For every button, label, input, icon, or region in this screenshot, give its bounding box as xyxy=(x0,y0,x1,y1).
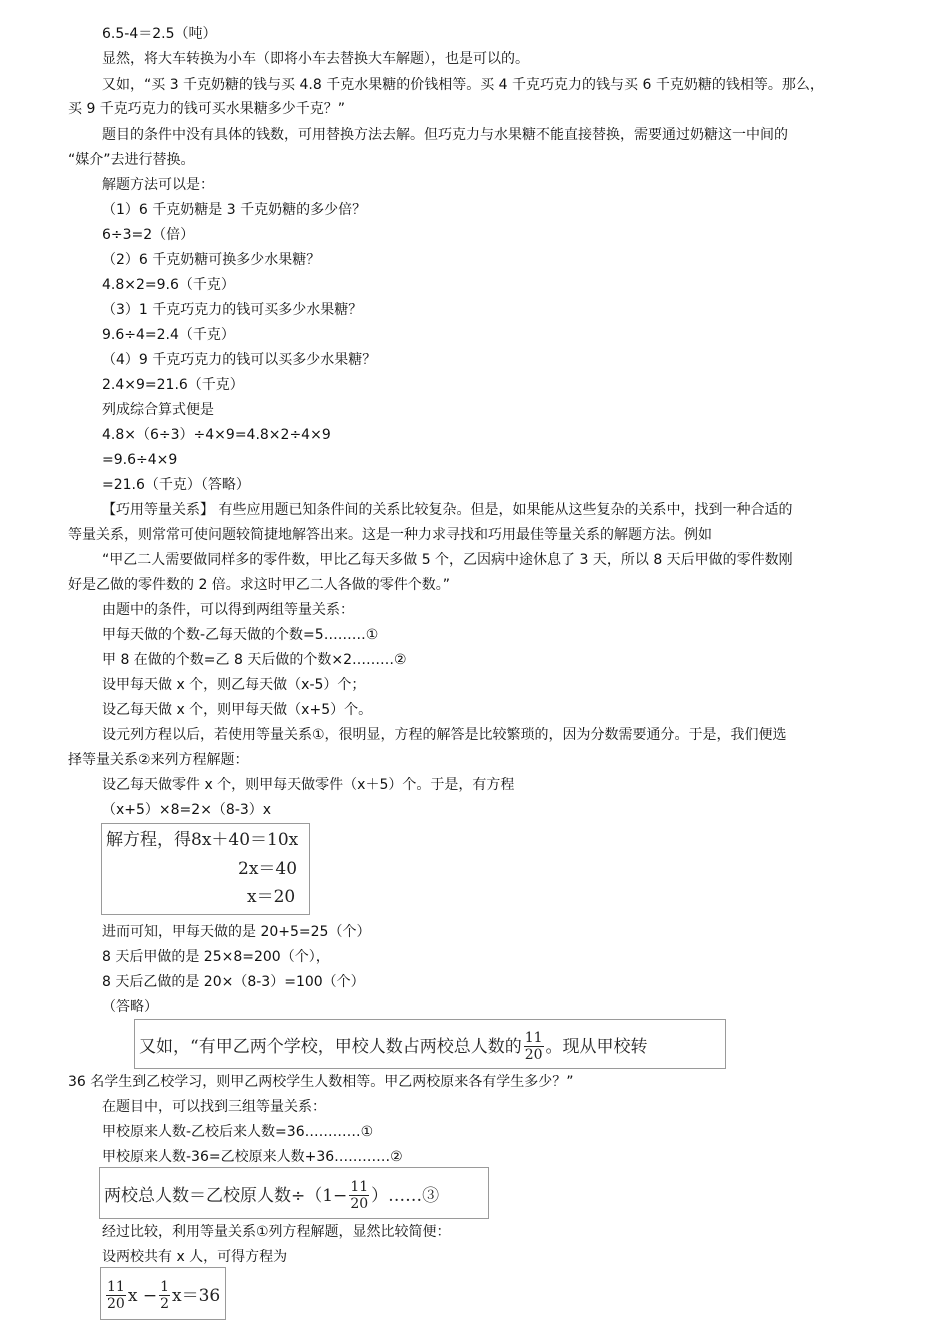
fraction: $\frac{1}{2}$ xyxy=(160,1279,169,1312)
equation-end: x＝36 xyxy=(172,1285,221,1306)
fraction: $\frac{11}{20}$ xyxy=(524,1030,543,1063)
text-line: 在题目中，可以找到三组等量关系： xyxy=(102,1099,326,1115)
text-line: （x+5）×8=2×（8-3）x xyxy=(102,802,272,818)
problem-text-start: 又如，“有甲乙两个学校，甲校人数占两校总人数的 xyxy=(139,1036,522,1057)
text-line: 6.5-4＝2.5（吨） xyxy=(102,26,217,42)
text-line: 买 9 千克巧克力的钱可买水果糖多少千克？” xyxy=(68,101,346,117)
equation-mid: x − xyxy=(127,1285,158,1306)
text-line: 进而可知，甲每天做的是 20+5=25（个） xyxy=(102,924,371,940)
text-line: “媒介”去进行替换。 xyxy=(68,152,195,168)
text-line: （3）1 千克巧克力的钱可买多少水果糖？ xyxy=(102,302,363,318)
problem-text-image xyxy=(134,1019,726,1069)
text-line: 又如，“买 3 千克奶糖的钱与买 4.8 千克水果糖的价钱相等。买 4 千克巧克力的钱与买 6 千克奶糖的钱相等。那么， xyxy=(102,77,824,93)
text-line: 由题中的条件，可以得到两组等量关系： xyxy=(102,602,354,618)
text-line: 2.4×9=21.6（千克） xyxy=(102,377,244,393)
equation-image-solve xyxy=(101,823,310,915)
equation-row: x＝20 xyxy=(247,887,296,907)
text-line: 甲校原来人数-乙校后来人数=36…………① xyxy=(102,1124,374,1140)
text-line: =21.6（千克）（答略） xyxy=(102,477,250,493)
relation-text-start: 两校总人数＝乙校原人数÷（1− xyxy=(104,1185,348,1206)
relation-text-end: ）……③ xyxy=(371,1185,440,1206)
text-line: 4.8×（6÷3）÷4×9=4.8×2÷4×9 xyxy=(102,427,331,443)
text-line: 显然，将大车转换为小车（即将小车去替换大车解题），也是可以的。 xyxy=(102,51,529,67)
fraction: $\frac{11}{20}$ xyxy=(350,1179,369,1212)
equation-image-final xyxy=(100,1267,226,1320)
relation-three-image xyxy=(99,1167,489,1219)
text-line: 甲每天做的个数-乙每天做的个数=5………① xyxy=(102,627,379,643)
text-line: （答略） xyxy=(102,999,158,1015)
text-line: 36 名学生到乙校学习，则甲乙两校学生人数相等。甲乙两校原来各有学生多少？” xyxy=(68,1074,574,1090)
text-line: =9.6÷4×9 xyxy=(102,452,178,468)
text-line: 题目的条件中没有具体的钱数，可用替换方法去解。但巧克力与水果糖不能直接替换，需要通过奶糖这一中间的 xyxy=(102,127,788,143)
text-line: 经过比较，利用等量关系①列方程解题，显然比较简便： xyxy=(102,1224,451,1240)
text-line: （1）6 千克奶糖是 3 千克奶糖的多少倍？ xyxy=(102,202,367,218)
text-line: “甲乙二人需要做同样多的零件数，甲比乙每天多做 5 个，乙因病中途休息了 3 天，所以 8 天后甲做的零件数刚 xyxy=(102,552,793,568)
text-line: 等量关系，则常常可使问题较简捷地解答出来。这是一种力求寻找和巧用最佳等量关系的解题方法。例如 xyxy=(68,527,712,543)
text-line: 甲校原来人数-36=乙校原来人数+36…………② xyxy=(102,1149,403,1165)
text-line: 设乙每天做 x 个，则甲每天做（x+5）个。 xyxy=(102,702,373,718)
text-line: 甲 8 在做的个数=乙 8 天后做的个数×2………② xyxy=(102,652,407,668)
text-line: （4）9 千克巧克力的钱可以买多少水果糖？ xyxy=(102,352,377,368)
text-line: 设两校共有 x 人，可得方程为 xyxy=(102,1249,288,1265)
section-heading-line: 【巧用等量关系】 有些应用题已知条件间的关系比较复杂。但是，如果能从这些复杂的关系中，找到一种合适的 xyxy=(102,502,793,518)
text-line: 设乙每天做零件 x 个，则甲每天做零件（x＋5）个。于是，有方程 xyxy=(102,777,515,793)
text-line: 4.8×2=9.6（千克） xyxy=(102,277,235,293)
equation-row: 解方程，得8x＋40＝10x xyxy=(106,830,299,850)
text-line: 设甲每天做 x 个，则乙每天做（x-5）个； xyxy=(102,677,366,693)
fraction: $\frac{11}{20}$ xyxy=(107,1279,125,1312)
text-line: （2）6 千克奶糖可换多少水果糖？ xyxy=(102,252,321,268)
text-line: 择等量关系②来列方程解题： xyxy=(68,752,249,768)
text-line: 8 天后乙做的是 20×（8-3）=100（个） xyxy=(102,974,365,990)
text-line: 解题方法可以是： xyxy=(102,177,214,193)
problem-text-end: 。现从甲校转 xyxy=(545,1036,648,1057)
text-line: 6÷3=2（倍） xyxy=(102,227,195,243)
text-line: 设元列方程以后，若使用等量关系①，很明显，方程的解答是比较繁琐的，因为分数需要通分。于是，我们便选 xyxy=(102,727,787,743)
text-line: 8 天后甲做的是 25×8=200（个）， xyxy=(102,949,330,965)
equation-row: 2x＝40 xyxy=(238,859,298,879)
text-line: 列成综合算式便是 xyxy=(102,402,214,418)
text-line: 9.6÷4=2.4（千克） xyxy=(102,327,235,343)
text-line: 好是乙做的零件数的 2 倍。求这时甲乙二人各做的零件个数。” xyxy=(68,577,451,593)
